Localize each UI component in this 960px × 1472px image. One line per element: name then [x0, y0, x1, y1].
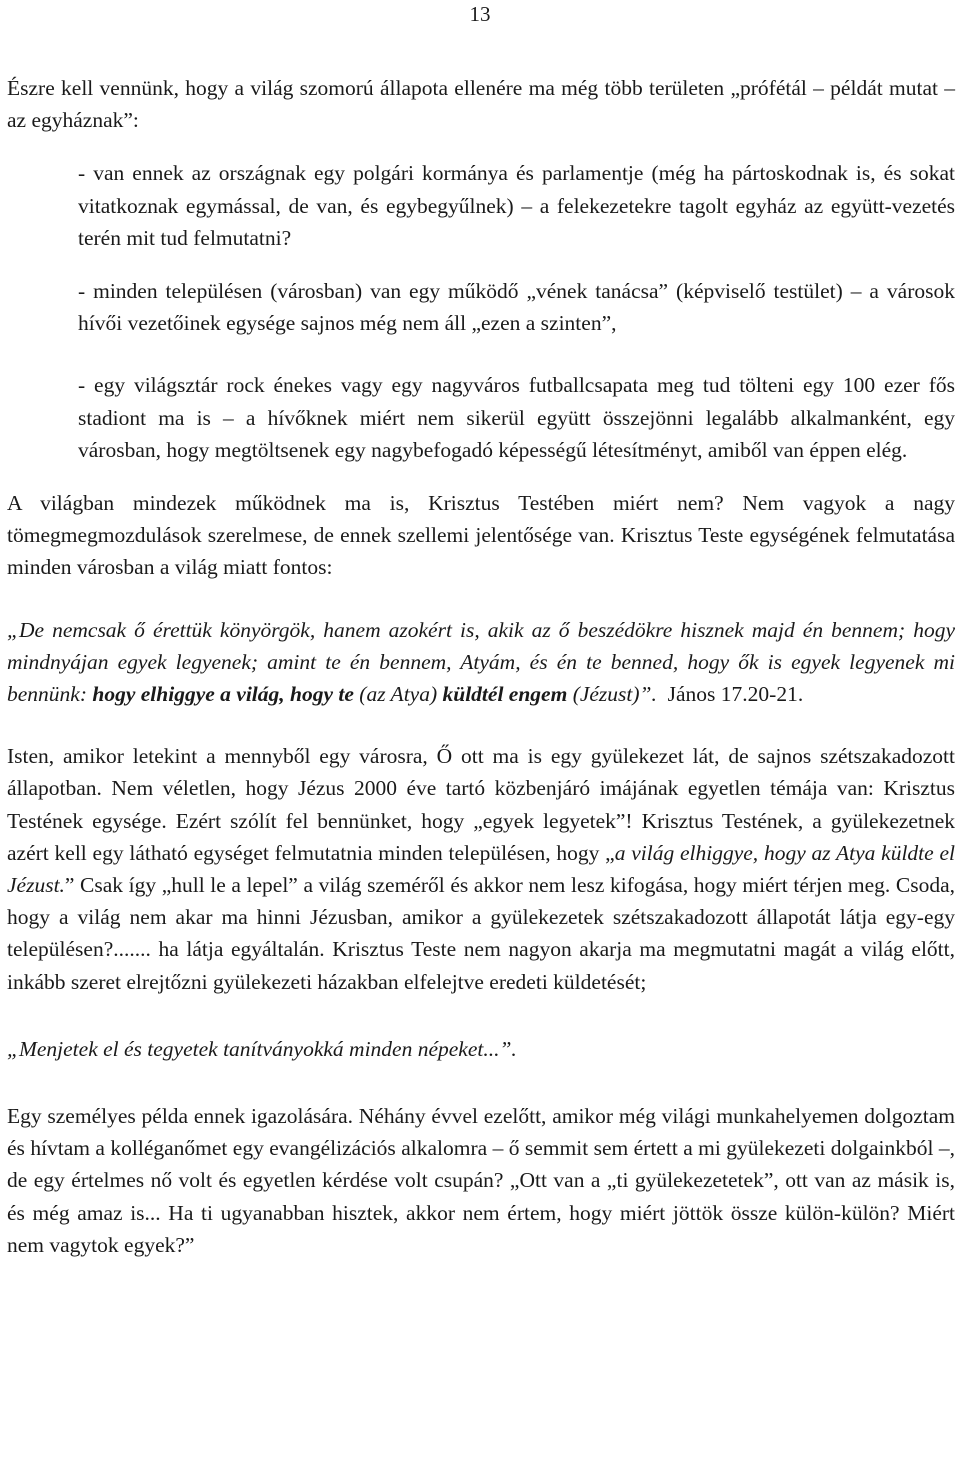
bible-quote	[7, 614, 955, 711]
list-item-parliament: - van ennek az országnak egy polgári kormánya és parlamentje (még ha pártoskodnak is, és sokat vitatkoznak egymással, de van, és egybegyűlnek) – a felekezetekre tagolt egyház az együtt-vezetés terén mit tud felmutatni?	[78, 161, 955, 250]
list-item-stadium: - egy világsztár rock énekes vagy egy nagyváros futballcsapata meg tud tölteni egy 100 ezer fős stadiont ma is – a hívőknek miért nem sikerül együtt összejönni legalább alkalmanként, egy városban, hogy megtöltsenek egy nagybefogadó képességű létesítményt, amiből van éppen elég.	[78, 373, 955, 462]
paragraph-text: Isten, amikor letekint a mennyből egy városra, Ő ott ma is egy gyülekezet lát, de sajnos szétszakadozott állapotban. Nem véletlen, hogy Jézus 2000 éve tartó közbenjáró imájának egyetlen témája van: Krisztus Testének egysége. Ezért szólít fel bennünket, hogy „egyek legyetek”! Krisztus Testének, a gyülekezetnek azért kell egy látható egységet felmutatnia minden településen, hogy „	[7, 744, 955, 865]
commission-text: „Menjetek el és tegyetek tanítványokká minden népeket...”.	[7, 1036, 517, 1061]
god-paragraph	[7, 740, 955, 998]
quote-text: (Jézust)”.	[567, 682, 657, 707]
great-commission	[7, 1033, 955, 1065]
italic-quote: a világ elhiggye, hogy az Atya küldte el Jézust.	[7, 840, 955, 898]
example-paragraph: Egy személyes példa ennek igazolására. Néhány évvel ezelőtt, amikor még világi munkahelyemen dolgoztam és hívtam a kolléganőmet egy evangélizációs alkalomra – ő semmit sem értett a mi gyülekezeti dolgainkból –, de egy értelmes nő volt és egyetlen kérdése volt csupán? „Ott van a „ti gyülekezetetek”, ott van az másik is, és még amaz is... Ha ti ugyanabban hisztek, akkor nem értem, hogy miért jöttök össze külön-külön? Miért nem vagytok egyek?”	[7, 1104, 955, 1257]
quote-text: „De nemcsak ő érettük könyörgök, hanem azokért is, akik az ő beszédökre hisznek majd én bennem; hogy mindnyájan egyek legyenek; amint te én bennem, Atyám, és én te benned, hogy ők is egyek legyenek mi bennünk:	[7, 617, 955, 707]
intro-paragraph: Észre kell vennünk, hogy a világ szomorú állapota ellenére ma még több területen „prófétál – példát mutat – az egyháznak”:	[7, 76, 955, 133]
quote-text: (az Atya)	[353, 682, 443, 707]
paragraph-text: ” Csak így „hull le a lepel” a világ szeméről és akkor nem lesz kifogása, hogy miért térjen meg. Csoda, hogy a világ nem akar ma hinni Jézusban, amikor a gyülekezetek szétszakadozott állapotát látja egy-egy településen?....... ha látja egyáltalán. Krisztus Teste nem nagyon akarja ma megmutatni magát a világ előtt, inkább szeret elrejtőzni gyülekezeti házakban elfelejtve eredeti küldetését;	[7, 873, 955, 994]
world-paragraph: A világban mindezek működnek ma is, Krisztus Testében miért nem? Nem vagyok a nagy tömegmegmozdulások szerelmese, de ennek szellemi jelentősége van. Krisztus Teste egységének felmutatása minden városban a világ miatt fontos:	[7, 491, 955, 580]
document-body	[7, 72, 955, 1261]
quote-reference: János 17.20-21.	[656, 682, 804, 707]
quote-bold-text: hogy elhiggye a világ, hogy te	[92, 682, 354, 707]
list-item-council: - minden településen (városban) van egy működő „vének tanácsa” (képviselő testület) – a városok hívői vezetőinek egysége sajnos még nem áll „ezen a szinten”,	[78, 279, 955, 336]
page-number: 13	[469, 2, 491, 26]
quote-bold-text: küldtél engem	[442, 682, 568, 707]
